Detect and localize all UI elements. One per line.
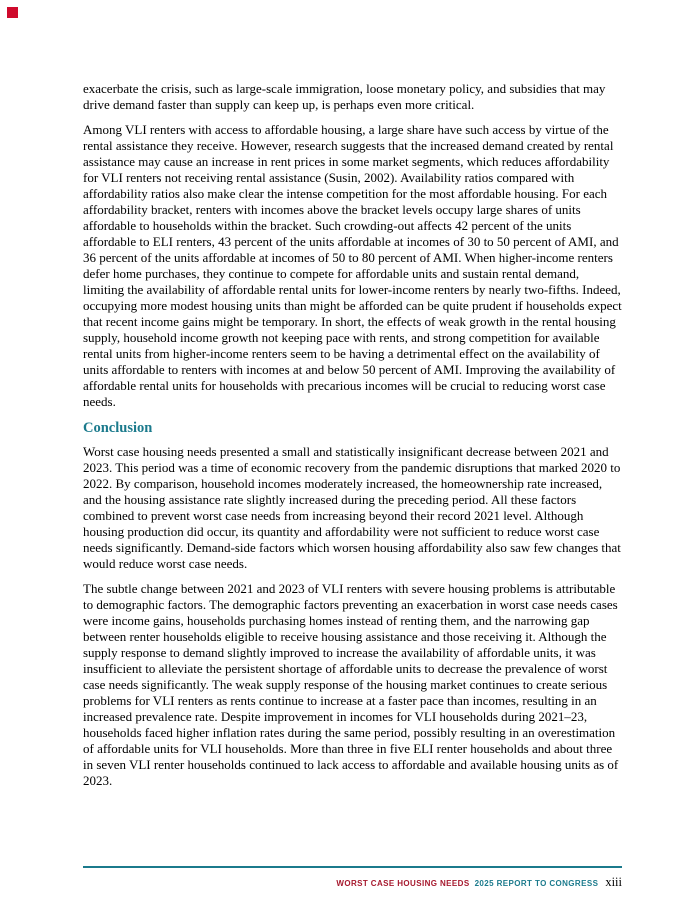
footer-page-number: xiii	[605, 875, 622, 889]
footer-line	[83, 875, 622, 890]
paragraph-subtle-change: The subtle change between 2021 and 2023 of VLI renters with severe housing problems is attributable to demographic factors. The demographic factors preventing an exacerbation in worst case needs cases were income gains, households purchasing homes instead of renting them, and the narrowing gap between renter households eligible to receive housing assistance and those receiving it. Although the supply response to demand slightly improved to increase the availability of affordable units, it was insufficient to alleviate the persistent shortage of affordable units to decrease the prevalence of worst case needs significantly. The weak supply response of the housing market continues to create serious problems for VLI renters as rents continue to increase at a faster pace than incomes, resulting in an increased prevalence rate. Despite improvement in incomes for VLI households during 2021–23, households faced higher inflation rates during the same period, possibly resulting in an overestimation of affordable units for VLI households. More than three in five ELI renter households and about three in seven VLI renter households continued to lack access to affordable and available housing units as of 2023.	[83, 581, 619, 788]
paragraph-worst-case-needs: Worst case housing needs presented a small and statistically insignificant decrease between 2021 and 2023. This period was a time of economic recovery from the pandemic disruptions that marked 2020 to 2022. By comparison, household incomes moderately increased, the homeownership rate increased, and the housing assistance rate slightly increased during the preceding period. All these factors combined to prevent worst case needs from increasing beyond their record 2021 level. Although housing production did occur, its quantity and affordability were not sufficient to reduce worst case needs significantly. Demand-side factors which worsen housing affordability also saw few changes that would reduce worst case needs.	[83, 444, 621, 571]
page-footer	[83, 866, 622, 890]
footer-report-name: WORST CASE HOUSING NEEDS	[336, 879, 470, 888]
conclusion-heading: Conclusion	[83, 420, 153, 436]
paragraph-exacerbate-crisis: exacerbate the crisis, such as large-scale immigration, loose monetary policy, and subsidies that may drive demand faster than supply can keep up, is perhaps even more critical.	[83, 81, 606, 112]
paragraph-among-vli-renters: Among VLI renters with access to affordable housing, a large share have such access by virtue of the rental assistance they receive. However, research suggests that the increased demand created by rental assistance may cause an increase in rent prices in some market segments, which reduces affordability for VLI renters not receiving rental assistance (Susin, 2002). Availability ratios compared with affordability ratios also make clear the intense competition for the most affordable housing. For each affordability bracket, renters with incomes above the bracket levels occupy large shares of units affordable to households within the bracket. Such crowding-out affects 42 percent of the units affordable to ELI renters, 43 percent of the units affordable at incomes of 30 to 50 percent of AMI, and 36 percent of the units affordable at incomes of 50 to 80 percent of AMI. When higher-income renters defer home purchases, they continue to compete for affordable units and sustain rental demand, limiting the availability of affordable rental units for lower-income renters by nearly two-fifths. Indeed, occupying more modest housing units than might be afforded can be quite prudent if households expect that recent income gains might be temporary. In short, the effects of weak growth in the rental housing supply, household income growth not keeping pace with rents, and strong competition for available rental units from higher-income renters seem to be having a detrimental effect on the availability of units affordable to renters with incomes at and below 50 percent of AMI. Improving the availability of affordable rental units for households with precarious incomes will be crucial to reducing worst case needs.	[83, 122, 622, 409]
page-content	[83, 81, 622, 798]
footer-rule	[83, 866, 622, 868]
footer-report-edition: 2025 REPORT TO CONGRESS	[474, 879, 599, 888]
corner-crop-marker	[7, 7, 18, 18]
